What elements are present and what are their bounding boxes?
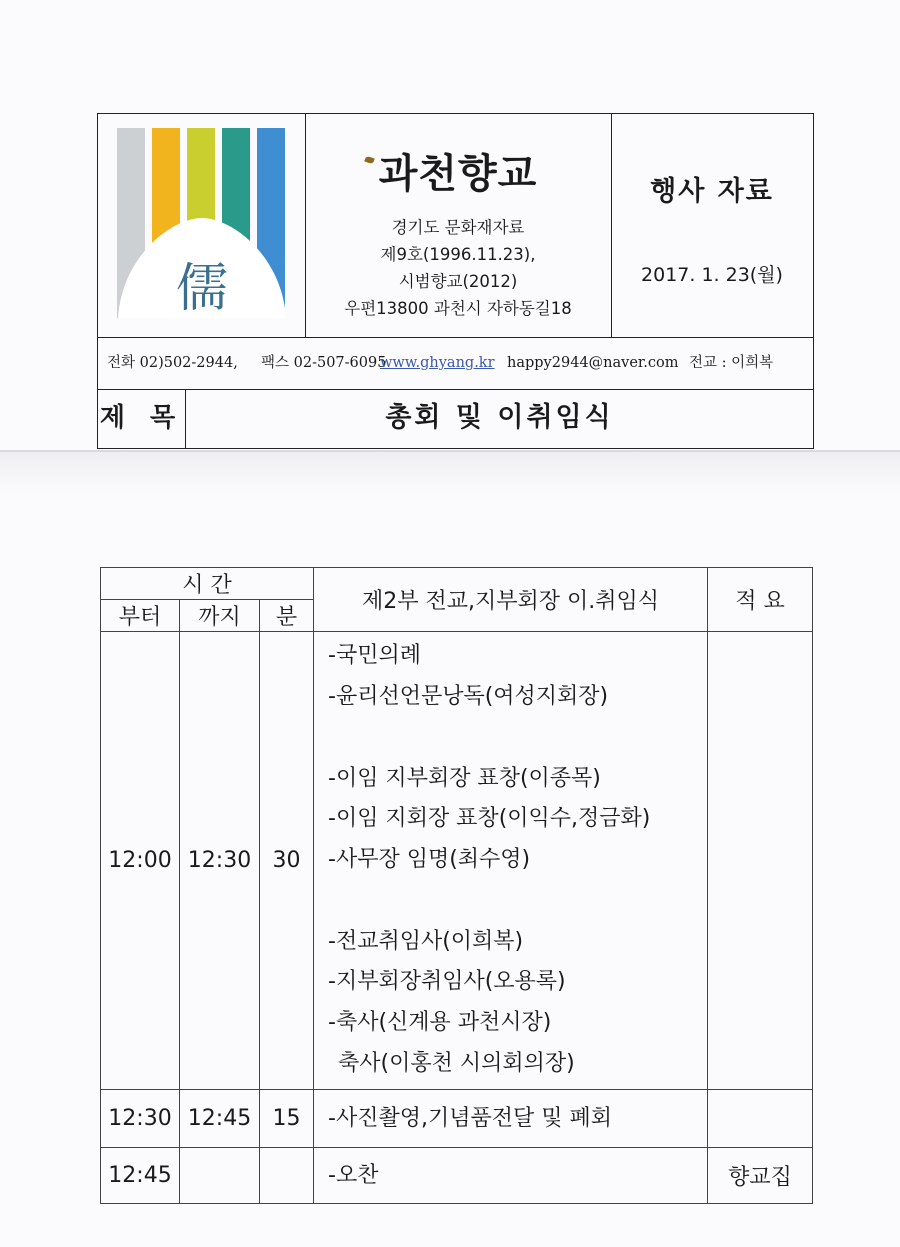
website-link[interactable]: www.ghyang.kr xyxy=(380,355,495,371)
org-info-line: 제9호(1996.11.23), xyxy=(380,245,536,264)
minutes-header: 분 xyxy=(260,600,314,632)
program-items xyxy=(314,1090,708,1148)
time-from: 12:45 xyxy=(101,1148,180,1204)
contact-head: 전교 : 이희복 xyxy=(689,355,774,371)
program-item: 축사(이홍천 시의회의장) xyxy=(338,1051,575,1077)
table-row xyxy=(101,632,813,1090)
note-cell xyxy=(708,632,813,1090)
program-header: 제2부 전교,지부회장 이.취임식 xyxy=(314,568,708,632)
contact-email: happy2944@naver.com xyxy=(507,355,679,371)
org-info-line: 우편13800 과천시 자하동길18 xyxy=(344,299,572,318)
time-to: 12:45 xyxy=(180,1090,260,1148)
time-to xyxy=(180,1148,260,1204)
program-item: -사진촬영,기념품전달 및 폐회 xyxy=(328,1105,612,1131)
subject-title: 총회 및 이취임식 xyxy=(385,402,614,433)
document-header xyxy=(97,113,814,449)
contact-phone: 전화 02)502-2944, xyxy=(107,355,238,371)
subject-row xyxy=(98,389,813,448)
header-top-row xyxy=(98,114,813,338)
org-info-line: 경기도 문화재자료 xyxy=(391,218,525,237)
subject-label: 제 목 xyxy=(98,389,186,448)
hyanggyo-logo xyxy=(112,126,292,321)
table-row xyxy=(101,1148,813,1204)
duration: 30 xyxy=(260,632,314,1090)
doc-type: 행사 자료 xyxy=(650,176,774,207)
time-from: 12:00 xyxy=(101,632,180,1090)
program-item: -전교취임사(이희복) xyxy=(328,928,524,954)
time-header: 시 간 xyxy=(101,568,314,600)
program-items xyxy=(314,632,708,1090)
duration xyxy=(260,1148,314,1204)
program-item: -오찬 xyxy=(328,1162,379,1188)
duration: 15 xyxy=(260,1090,314,1148)
org-name: 과천향교 xyxy=(378,151,538,197)
note-header: 적 요 xyxy=(708,568,813,632)
from-header: 부터 xyxy=(101,600,180,632)
table-row xyxy=(101,1090,813,1148)
table-header-row xyxy=(101,568,813,600)
page-fold-shadow xyxy=(0,452,900,492)
doc-type-cell xyxy=(611,114,813,337)
org-info-line: 시범향교(2012) xyxy=(398,272,518,291)
program-item: -사무장 임명(최수영) xyxy=(328,847,531,873)
to-header: 까지 xyxy=(180,600,260,632)
logo-glyph: 儒 xyxy=(175,259,229,319)
program-item: -윤리선언문낭독(여성지회장) xyxy=(328,683,609,709)
program-item: -지부회장취임사(오용록) xyxy=(328,969,566,995)
note-cell xyxy=(708,1090,813,1148)
org-info-cell xyxy=(305,114,612,337)
time-to: 12:30 xyxy=(180,632,260,1090)
org-info-lines xyxy=(305,214,611,322)
time-from: 12:30 xyxy=(101,1090,180,1148)
logo-cell xyxy=(98,114,306,337)
schedule-table xyxy=(100,567,813,1204)
spacer xyxy=(328,718,707,759)
note-cell: 향교집 xyxy=(708,1148,813,1204)
program-item: -축사(신계용 과천시장) xyxy=(328,1010,552,1036)
program-items xyxy=(314,1148,708,1204)
program-item: -이임 지회장 표창(이익수,정금화) xyxy=(328,806,651,832)
doc-date: 2017. 1. 23(월) xyxy=(641,264,783,286)
program-item: -이임 지부회장 표창(이종목) xyxy=(328,765,601,791)
spacer xyxy=(328,881,707,922)
contact-row xyxy=(98,337,813,390)
program-item: -국민의례 xyxy=(328,643,421,669)
contact-fax: 팩스 02-507-6095 xyxy=(261,355,387,371)
